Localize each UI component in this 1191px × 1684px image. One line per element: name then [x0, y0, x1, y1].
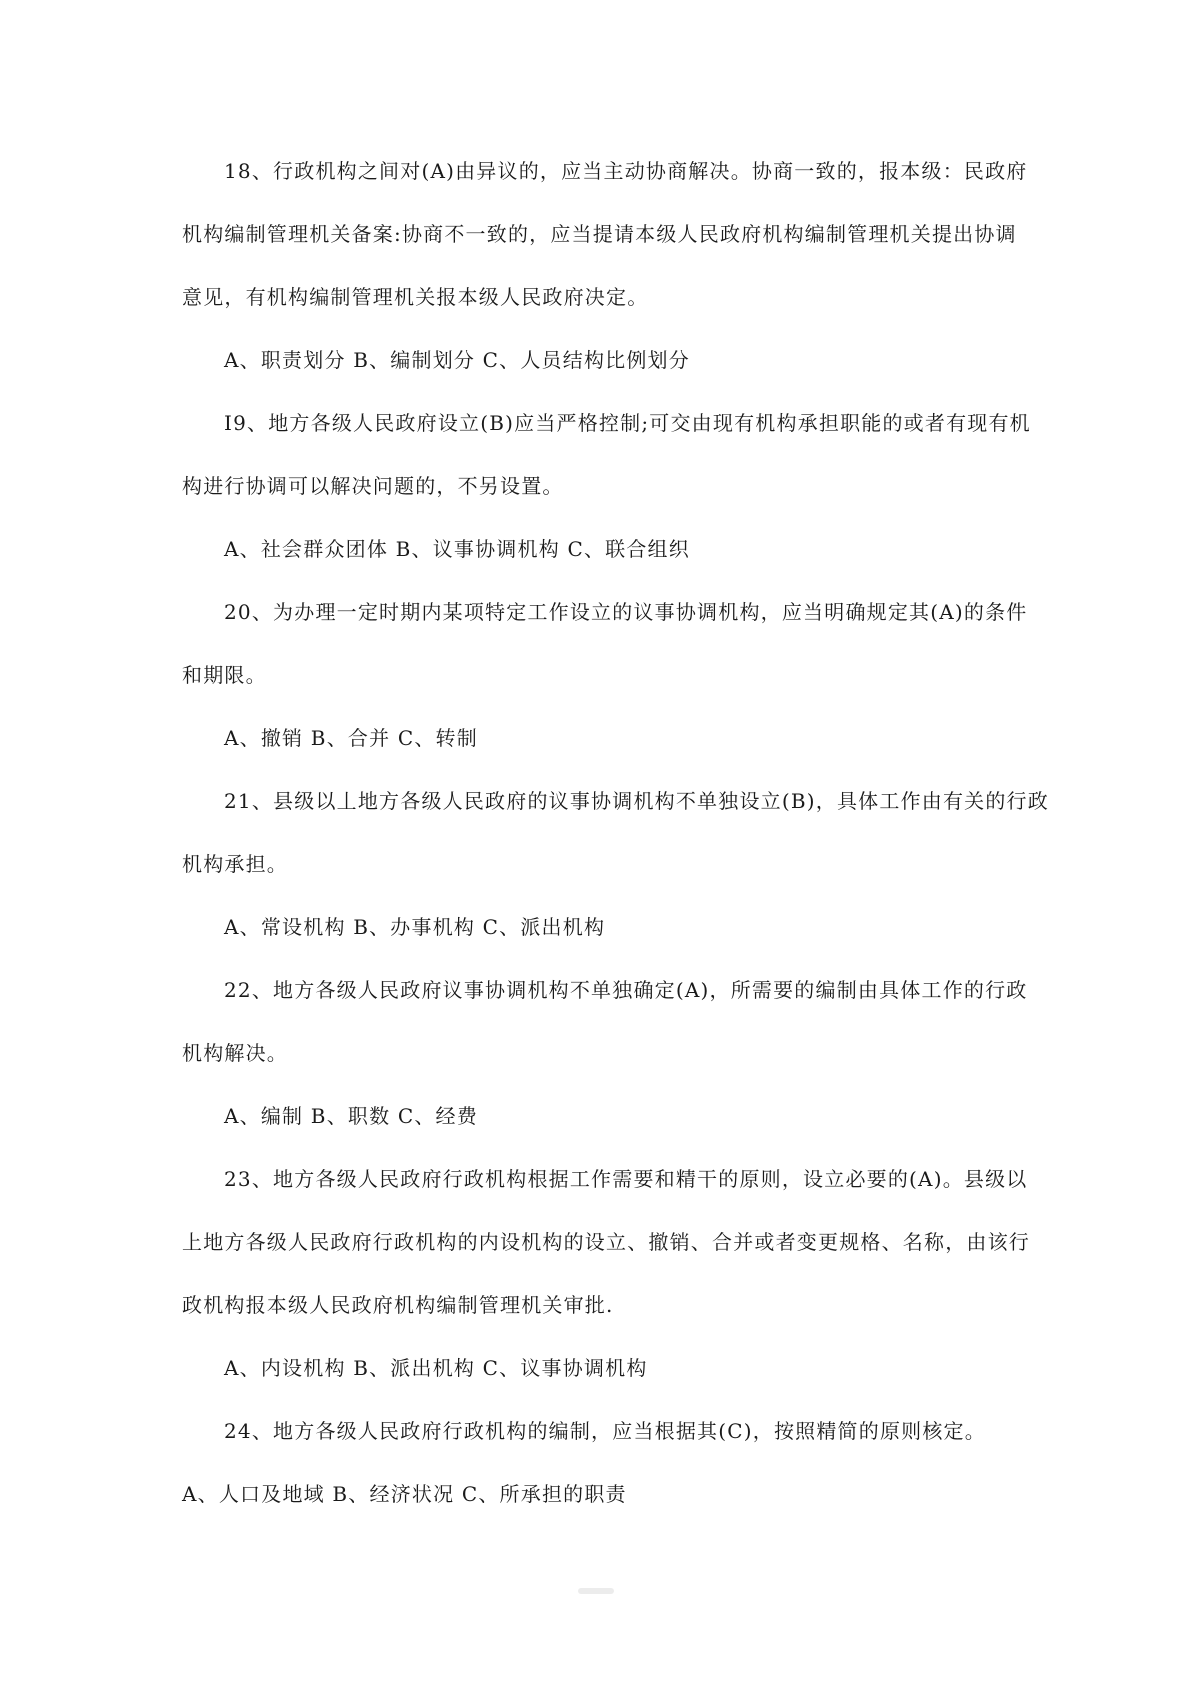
- answer-options: A、内设机构 B、派出机构 C、议事协调机构: [224, 1356, 648, 1380]
- question-text-line: 机构承担。: [182, 852, 288, 876]
- question-text-line: 意见，有机构编制管理机关报本级人民政府决定。: [182, 285, 649, 309]
- question-18: [182, 158, 1028, 373]
- question-23: [182, 1166, 1030, 1381]
- answer-options: A、社会群众团体 B、议事协调机构 C、联合组织: [224, 537, 690, 561]
- question-20: [182, 599, 1028, 751]
- question-text-line: 机构解决。: [182, 1041, 288, 1065]
- question-text-line: 18、行政机构之间对(A)由异议的，应当主动协商解决。协商一致的，报本级：民政府: [224, 159, 1028, 183]
- answer-options: A、常设机构 B、办事机构 C、派出机构: [224, 915, 606, 939]
- question-text-line: 政机构报本级人民政府机构编制管理机关审批.: [182, 1293, 614, 1317]
- answer-options: A、人口及地域 B、经济状况 C、所承担的职责: [182, 1482, 627, 1506]
- question-21: [182, 788, 1049, 940]
- question-text-line: 23、地方各级人民政府行政机构根据工作需要和精干的原则，设立必要的(A)。县级以: [224, 1167, 1028, 1191]
- question-text-line: 22、地方各级人民政府议事协调机构不单独确定(A)，所需要的编制由具体工作的行政: [224, 978, 1028, 1002]
- document-body: [182, 158, 1049, 1507]
- question-text-line: 和期限。: [182, 663, 267, 687]
- question-22: [182, 977, 1028, 1129]
- question-text-line: 24、地方各级人民政府行政机构的编制，应当根据其(C)，按照精简的原则核定。: [224, 1419, 986, 1443]
- question-text-line: 上地方各级人民政府行政机构的内设机构的设立、撤销、合并或者变更规格、名称，由该行: [182, 1230, 1030, 1254]
- answer-options: A、编制 B、职数 C、经费: [224, 1104, 478, 1128]
- answer-options: A、职责划分 B、编制划分 C、人员结构比例划分: [224, 348, 690, 372]
- question-text-line: 21、县级以丄地方各级人民政府的议事协调机构不单独设立(B)，具体工作由有关的行政: [224, 789, 1049, 813]
- question-text-line: I9、地方各级人民政府设立(B)应当严格控制;可交由现有机构承担职能的或者有现有机: [224, 411, 1031, 435]
- answer-options: A、撤销 B、合并 C、转制: [224, 726, 478, 750]
- question-text-line: 构进行协调可以解决问题的，不另设置。: [182, 474, 564, 498]
- question-19: [182, 410, 1031, 562]
- footer-watermark: [578, 1588, 614, 1594]
- question-24: [182, 1418, 1012, 1507]
- question-text-line: 机构编制管理机关备案:协商不一致的，应当提请本级人民政府机构编制管理机关提出协调: [182, 222, 1017, 246]
- question-text-line: 20、为办理一定时期内某项特定工作设立的议事协调机构，应当明确规定其(A)的条件: [224, 600, 1028, 624]
